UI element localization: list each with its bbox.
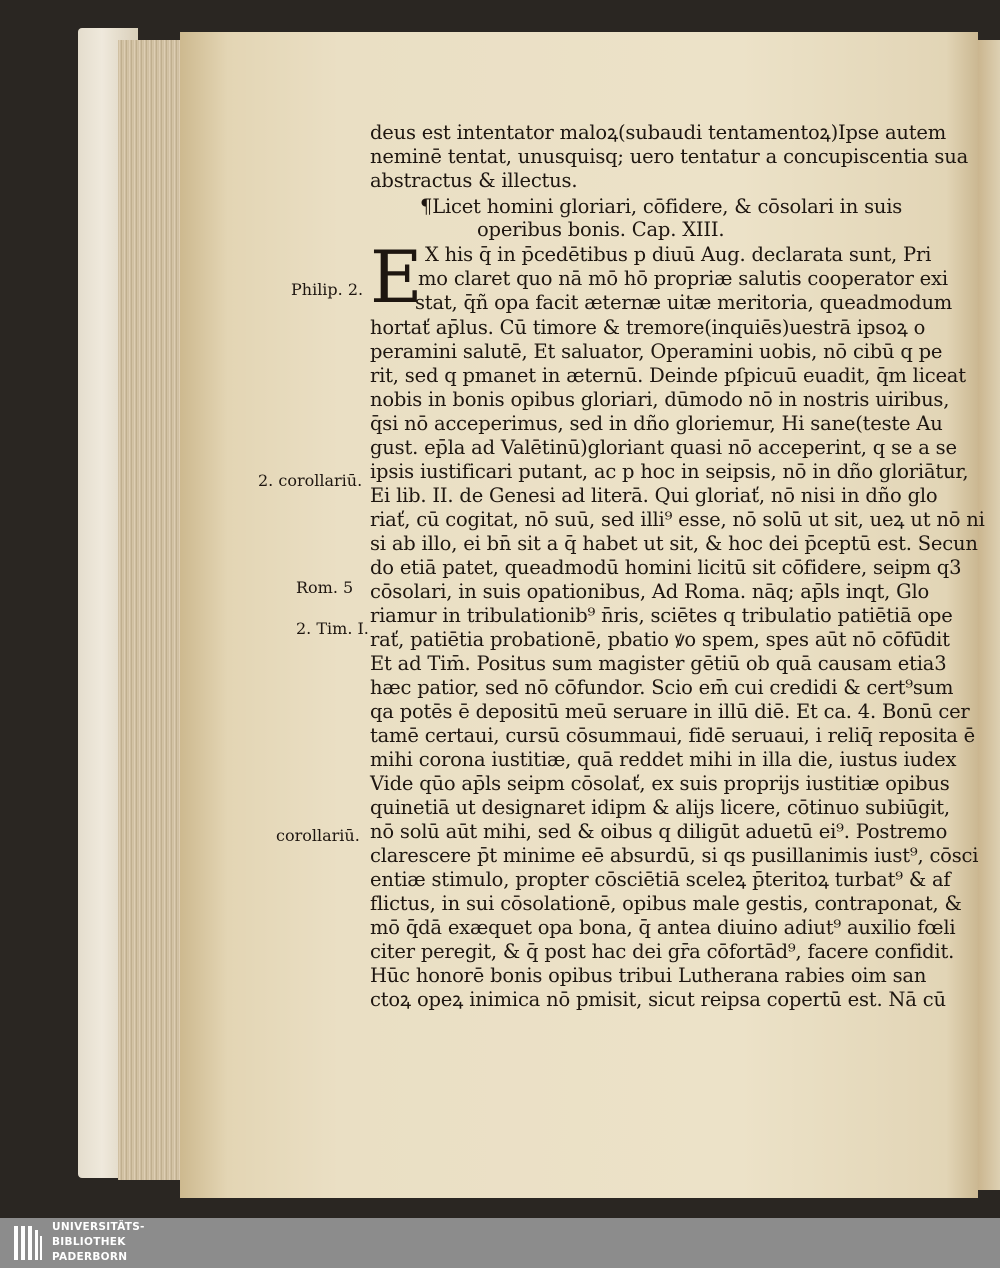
library-footer: [0, 1218, 1000, 1268]
text-line: neminē tentat, unusquisq; uero tentatur a concupiscentia sua: [370, 145, 969, 168]
facing-page-edge: [975, 40, 1000, 1190]
chapter-heading: ¶Licet homini gloriari, cōfidere, & cōsolari in suis: [420, 195, 903, 218]
text-line: ipsis iustificari putant, ac p hoc in seipsis, nō in dño gloriātur,: [370, 460, 969, 483]
text-line: rať, patiētia probationē, pbatio ꝟo spem, spes aūt nō cōfūdit: [370, 628, 950, 651]
text-line: quinetiā ut designaret idipm & alijs licere, cōtinuo subiūgit,: [370, 796, 950, 819]
logo-text-line: BIBLIOTHEK: [52, 1236, 126, 1248]
text-line: mihi corona iustitiæ, quā reddet mihi in illa die, iustus iudex: [370, 748, 957, 771]
text-line: clarescere p̄t minime eē absurdū, si qs pusillanimis iust⁹, cōsci: [370, 844, 979, 867]
text-line: flictus, in sui cōsolationē, opibus male gestis, contraponat, &: [370, 892, 962, 915]
text-line: stat, q̄ñ opa facit æternæ uitæ meritoria, queadmodum: [415, 291, 953, 314]
text-line: peramini salutē, Et saluator, Operamini uobis, nō cibū q pe: [370, 340, 943, 363]
text-line: X his q̄ in p̄cedētibus p diuū Aug. declarata sunt, Pri: [425, 243, 932, 266]
logo-text-line: UNIVERSITÄTS-: [52, 1221, 145, 1233]
margin-note: Philip. 2.: [291, 280, 364, 299]
text-line: deus est intentator maloꝝ(subaudi tentamentoꝝ)Ipse autem: [370, 121, 947, 144]
text-line: riať, cū cogitat, nō suū, sed illi⁹ esse, nō solū ut sit, ueꝝ ut nō ni: [370, 508, 985, 531]
library-logo-icon: [14, 1226, 44, 1260]
text-line: mo claret quo nā mō hō propriæ salutis cooperator exi: [418, 267, 948, 290]
text-line: nobis in bonis opibus gloriari, dūmodo nō in nostris uiribus,: [370, 388, 950, 411]
text-line: mō q̄dā exæquet opa bona, q̄ antea diuino adiut⁹ auxilio fœli: [370, 916, 956, 939]
chapter-heading: operibus bonis. Cap. XIII.: [477, 218, 725, 241]
margin-note: corollariū.: [276, 826, 360, 845]
text-line: Ei lib. II. de Genesi ad literā. Qui gloriať, nō nisi in dño glo: [370, 484, 938, 507]
logo-text-line: PADERBORN: [52, 1251, 128, 1263]
margin-note: 2. Tim. I.: [296, 619, 369, 638]
text-line: gust. ep̄la ad Valētinū)gloriant quasi nō acceperint, q se a se: [370, 436, 957, 459]
margin-note: 2. corollariū.: [258, 471, 363, 490]
text-line: entiæ stimulo, propter cōsciētiā sceleꝝ p̄teritoꝝ turbat⁹ & af: [370, 868, 951, 891]
text-line: Hūc honorē bonis opibus tribui Lutherana rabies oim san: [370, 964, 927, 987]
text-line: q̄si nō acceperimus, sed in dño gloriemur, Hi sane(teste Au: [370, 412, 943, 435]
text-line: citer peregit, & q̄ post hac dei gr̄a cōfortād⁹, facere confidit.: [370, 940, 955, 963]
text-line: tamē certaui, cursū cōsummaui, fidē seruaui, i reliq̄ reposita ē: [370, 724, 976, 747]
text-line: nō solū aūt mihi, sed & oibus q diligūt aduetū ei⁹. Postremo: [370, 820, 948, 843]
text-line: ctoꝝ opeꝝ inimica nō pmisit, sicut reipsa copertū est. Nā cū: [370, 988, 946, 1011]
text-line: cōsolari, in suis opationibus, Ad Roma. nāq; ap̄ls inqt, Glo: [370, 580, 930, 603]
margin-note: Rom. 5: [296, 578, 354, 597]
text-line: hortať ap̄lus. Cū timore & tremore(inquiēs)uestrā ipsoꝝ o: [370, 316, 926, 339]
text-line: si ab illo, ei bn̄ sit a q̄ habet ut sit, & hoc dei p̄ceptū est. Secun: [370, 532, 978, 555]
text-line: riamur in tribulationib⁹ n̄ris, sciētes q tribulatio patiētiā ope: [370, 604, 953, 627]
text-line: Vide qūo ap̄ls seipm cōsolať, ex suis proprijs iustitiæ opibus: [370, 772, 950, 795]
text-line: Et ad Tim̄. Positus sum magister gētiū ob quā causam etia3: [370, 652, 947, 675]
text-line: rit, sed q pmanet in æternū. Deinde pſpicuū euadit, q̄m liceat: [370, 364, 966, 387]
text-line: qa potēs ē depositū meū seruare in illū diē. Et ca. 4. Bonū cer: [370, 700, 970, 723]
text-line: abstractus & illectus.: [370, 169, 578, 192]
drop-cap: E: [370, 235, 423, 319]
text-line: hæc patior, sed nō cōfundor. Scio em̄ cui credidi & cert⁹sum: [370, 676, 954, 699]
text-line: do etiā patet, queadmodū homini licitū sit cōfidere, seipm q3: [370, 556, 962, 579]
